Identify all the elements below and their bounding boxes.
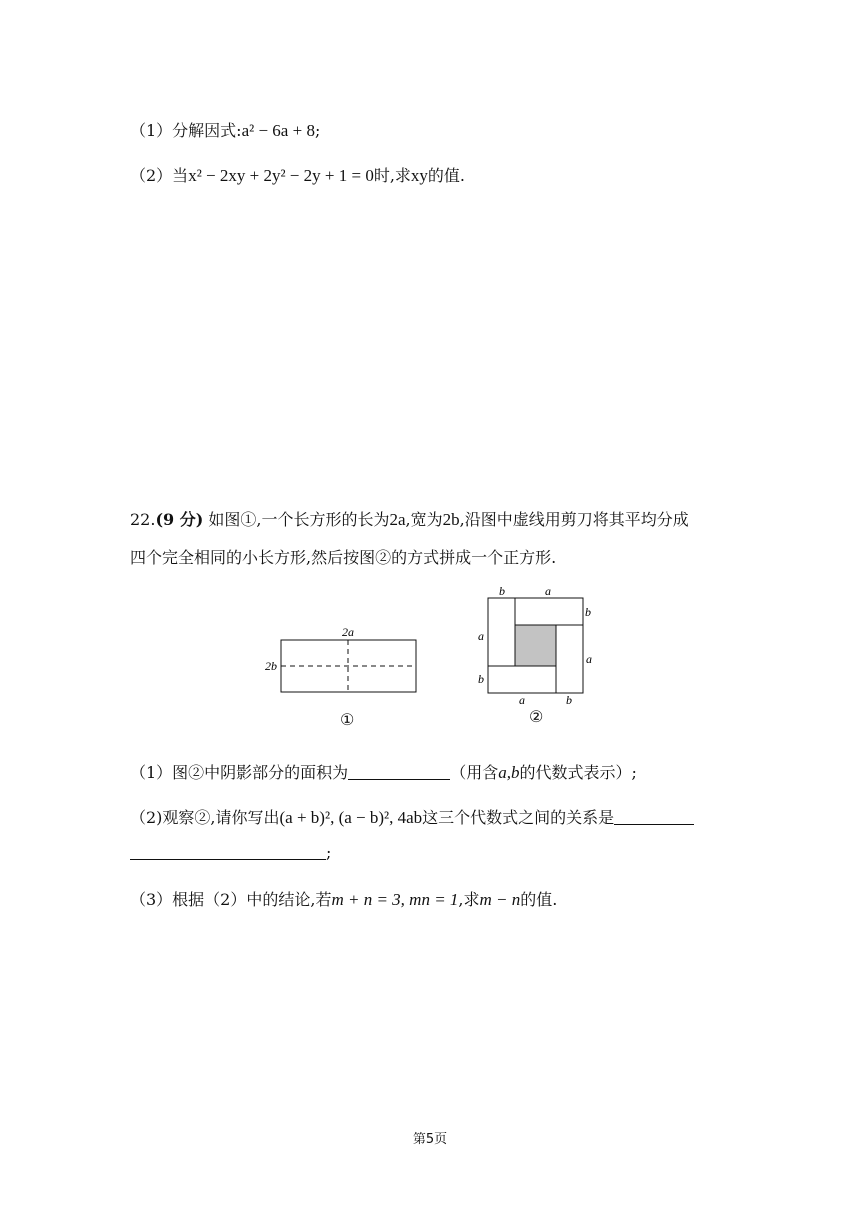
q22-sub3-middle: ,求 [458, 890, 480, 909]
q21-part2 [130, 163, 465, 186]
fig2-label-a-left: a [478, 629, 484, 643]
q21-part1-prefix: （1）分解因式: [130, 121, 242, 140]
fig2-label-b-left: b [478, 672, 484, 686]
q22-sub2-answer-blank-line2[interactable] [130, 843, 326, 860]
q22-sub3-prefix: （3）根据（2）中的结论,若 [130, 890, 332, 909]
q21-part1 [130, 118, 320, 141]
q22-sub1-prefix: （1）图②中阴影部分的面积为 [130, 763, 349, 782]
fig2-bottom-rect [488, 666, 556, 693]
q22-points: (9 分) [155, 510, 204, 529]
page-number: 第5页 [412, 1132, 448, 1147]
q22-text1b: ,宽为 [405, 510, 443, 529]
q21-part2-suffix: 的值. [427, 166, 466, 185]
fig2-caption: ② [529, 707, 544, 726]
fig1-top-label: 2a [342, 625, 354, 639]
q22-width: 2b [442, 510, 460, 529]
fig2-label-a-right: a [586, 652, 592, 666]
q21-part1-expr: a² − 6a + 8 [241, 121, 315, 140]
q21-part1-suffix: ; [314, 121, 321, 140]
q22-stem-line2 [130, 545, 556, 568]
q22-sub3-condition: m + n = 3, mn = 1 [331, 890, 459, 909]
q22-sub2-prefix: （2)观察②,请你写出 [130, 808, 280, 827]
q22-text2: 四个完全相同的小长方形,然后按图②的方式拼成一个正方形. [130, 548, 557, 567]
q22-sub1-suffix: （用含 [450, 763, 499, 782]
q22-stem-line1 [130, 507, 689, 530]
q22-sub3-suffix: 的值. [520, 890, 558, 909]
q22-text1c: ,沿图中虚线用剪刀将其平均分成 [459, 510, 689, 529]
q22-sub1-answer-blank[interactable] [348, 763, 450, 780]
q22-sub2-answer-blank-line1[interactable] [614, 808, 694, 825]
fig2-label-b-top: b [499, 584, 505, 598]
q21-part2-middle: 时,求 [373, 166, 411, 185]
q21-part2-prefix: （2）当 [130, 166, 189, 185]
q21-part2-var: xy [410, 166, 428, 185]
fig2-label-b-bottom: b [566, 693, 572, 707]
q22-length: 2a [389, 510, 406, 529]
q21-part2-expr: x² − 2xy + 2y² − 2y + 1 = 0 [188, 166, 374, 185]
fig1-left-label: 2b [265, 659, 277, 673]
fig2-top-rect [515, 598, 583, 625]
figure-2-square [473, 583, 603, 708]
q22-sub1 [130, 760, 637, 783]
q22-sub2-continued [130, 843, 331, 862]
q22-sub2 [130, 805, 694, 828]
fig2-label-a-bottom: a [519, 693, 525, 707]
fig2-label-a-top: a [545, 584, 551, 598]
q22-number: 22. [130, 510, 156, 529]
q22-sub2-exprs: (a + b)², (a − b)², 4ab [279, 808, 423, 827]
fig1-caption: ① [340, 710, 355, 729]
q22-sub2-end: ; [326, 843, 332, 862]
fig2-label-b-right: b [585, 605, 591, 619]
fig2-left-rect [488, 598, 515, 666]
figure-1-rectangle [255, 620, 435, 720]
q22-sub3 [130, 887, 557, 910]
q22-sub2-suffix: 这三个代数式之间的关系是 [422, 808, 615, 827]
q22-text1a: 如图①,一个长方形的长为 [208, 510, 390, 529]
q22-sub3-expr: m − n [479, 890, 521, 909]
fig2-right-rect [556, 625, 583, 693]
q22-sub1-end: 的代数式表示）; [519, 763, 637, 782]
fig2-shaded-center [515, 625, 556, 666]
q22-sub1-vars: a,b [498, 763, 520, 782]
